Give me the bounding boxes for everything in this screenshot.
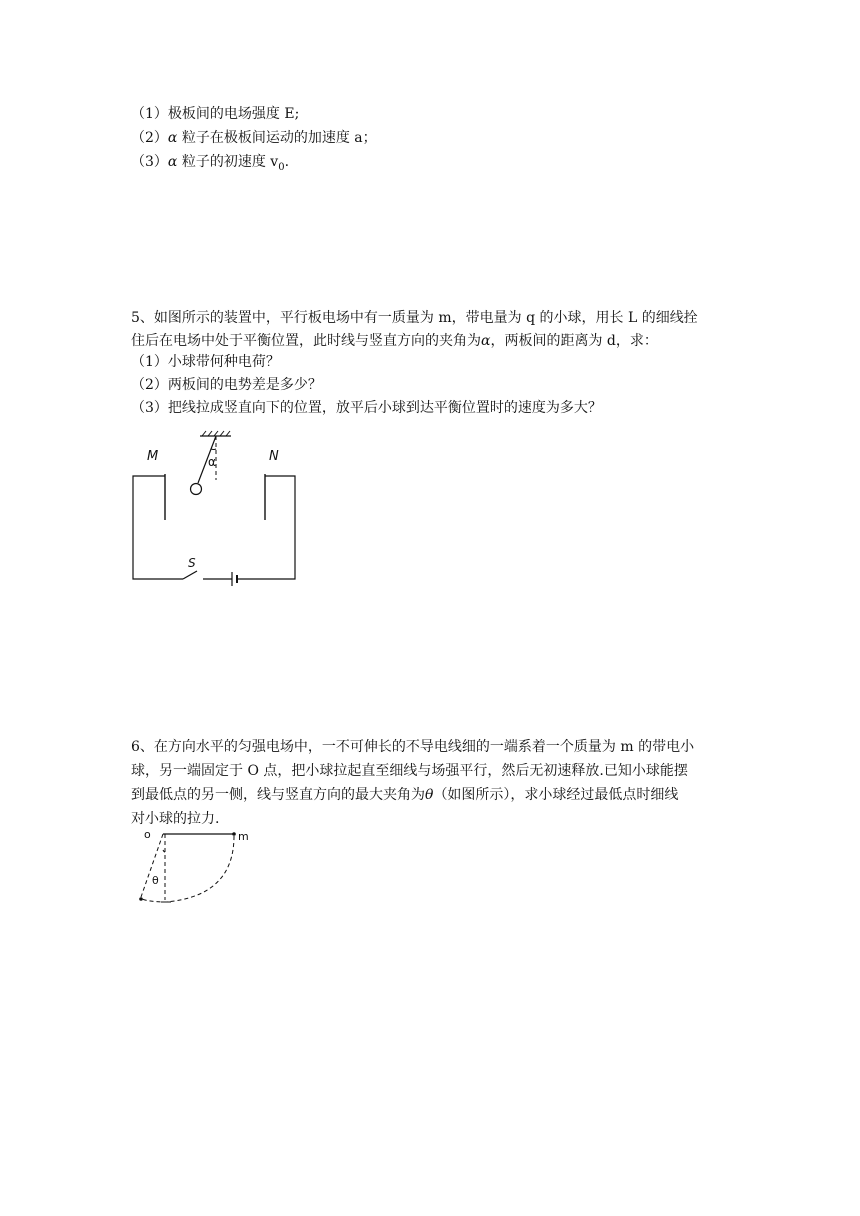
q5-ball	[191, 484, 202, 495]
q4-item-3-post: .	[284, 154, 290, 170]
q5-label-m: M	[147, 449, 159, 464]
q6-stem-line-1: 6、在方向水平的匀强电场中，一不可伸长的不导电线细的一端系着一个质量为 m 的带电小	[131, 739, 695, 755]
q6-ball-start	[232, 832, 236, 836]
q5-switch-arm	[183, 571, 197, 579]
q5-label-s: S	[188, 556, 196, 570]
q6-label-theta: θ	[152, 874, 159, 887]
q6-angled-dashed	[141, 834, 163, 897]
q5-item-3: （3）把线拉成竖直向下的位置，放平后小球到达平衡位置时的速度为多大？	[131, 400, 602, 416]
q6-stem-line-2: 球，另一端固定于 O 点，把小球拉起直至细线与场强平行，然后无初速释放.已知小球能摆	[131, 763, 688, 779]
q6-label-m: m	[238, 830, 249, 843]
q6-stem-line-3	[131, 784, 741, 807]
q4-item-3	[131, 152, 289, 178]
q5-wire-right	[240, 476, 295, 579]
q5-stem-line-1: 5、如图所示的装置中，平行板电场中有一质量为 m，带电量为 q 的小球，用长 L 的细线拴	[131, 310, 698, 326]
q4-item-3-text: 粒子的初速度 v	[177, 154, 279, 170]
q5-figure	[125, 428, 305, 588]
q6-ball-end	[139, 897, 143, 901]
q4-item-2	[131, 128, 377, 148]
q6-stem-greek: θ	[425, 787, 434, 803]
q6-stem-line-3b: （如图所示），求小球经过最低点时细线	[433, 787, 679, 803]
q5-ceiling-hatch	[202, 431, 230, 436]
q4-item-3-sub: 0	[278, 161, 285, 173]
q6-stem-line-3a: 到最低点的另一侧，线与竖直方向的最大夹角为	[131, 787, 425, 803]
q6-swing-arc	[142, 836, 234, 902]
q6-figure	[130, 826, 250, 906]
q6-label-o: o	[144, 828, 151, 841]
q5-stem-greek: α	[481, 333, 491, 349]
q5-angle-label: α	[208, 455, 216, 469]
q5-stem-line-2b: ，两板间的距离为 d，求：	[490, 333, 658, 349]
q5-item-1: （1）小球带何种电荷？	[131, 354, 280, 370]
q4-item-1	[131, 104, 299, 124]
q4-item-2-greek: α	[167, 130, 178, 146]
q4-item-3-greek: α	[167, 154, 178, 170]
q5-wire-left	[133, 476, 183, 579]
q5-angle-arc	[211, 449, 216, 450]
q4-item-2-text: 粒子在极板间运动的加速度 a；	[177, 130, 377, 146]
q5-stem-line-2a: 住后在电场中处于平衡位置，此时线与竖直方向的夹角为	[131, 333, 481, 349]
q5-stem-line-2	[131, 330, 741, 353]
q4-item-3-num: （3）	[131, 154, 168, 170]
q4-item-1-text: 极板间的电场强度 E;	[167, 106, 300, 122]
q4-item-2-num: （2）	[131, 130, 168, 146]
q4-item-1-num: （1）	[131, 106, 168, 122]
q5-item-2: （2）两板间的电势差是多少？	[131, 377, 322, 393]
q5-label-n: N	[269, 449, 279, 464]
q6-stem-line-4: 对小球的拉力.	[131, 811, 220, 827]
